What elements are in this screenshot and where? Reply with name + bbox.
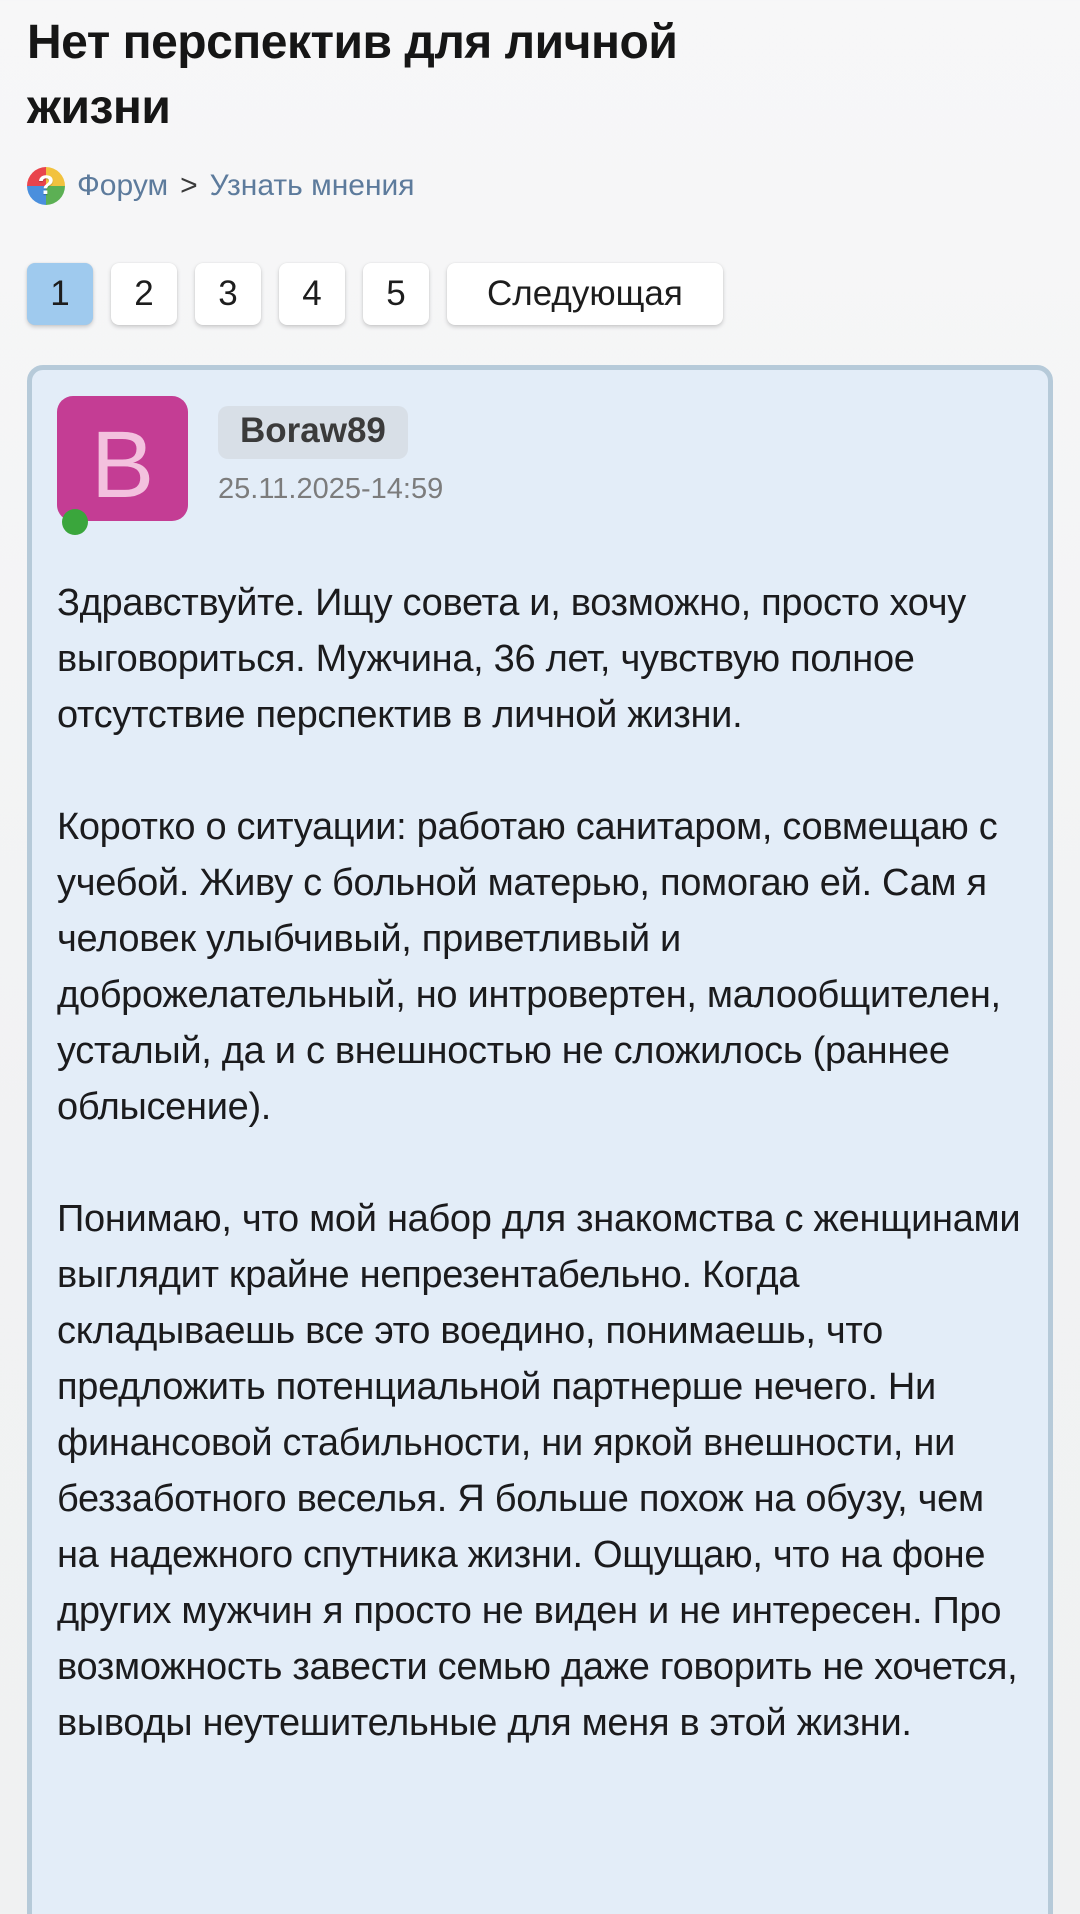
post-paragraph-2: Коротко о ситуации: работаю санитаром, совмещаю с учебой. Живу с больной матерью, помогаю ей. Сам я человек улыбчивый, приветливый и доброжелательный, но интровертен, малообщителен, усталый, да и с внешностью не сложилось (раннее облысение). — [57, 805, 1001, 1128]
forum-logo-icon — [27, 167, 65, 205]
page-button-5[interactable]: 5 — [363, 263, 429, 325]
page-button-2[interactable]: 2 — [111, 263, 177, 325]
page-button-4[interactable]: 4 — [279, 263, 345, 325]
page-button-3[interactable]: 3 — [195, 263, 261, 325]
post-meta — [218, 396, 443, 506]
page-button-1[interactable]: 1 — [27, 263, 93, 325]
question-mark-glyph: ? — [37, 170, 55, 201]
avatar[interactable] — [57, 396, 188, 521]
post-paragraph-3: Понимаю, что мой набор для знакомства с женщинами выглядит крайне непрезентабельно. Когда складываешь все это воедино, понимаешь, что предложить потенциальной партнерше нечего. Ни финансовой стабильности, ни яркой внешности, ни беззаботного веселья. Я больше похож на обузу, чем на надежного спутника жизни. Ощущаю, что на фоне других мужчин я просто не виден и не интересен. Про возможность завести семью даже говорить не хочется, выводы неутешительные для меня в этой жизни. — [57, 1197, 1021, 1744]
post-body — [57, 575, 1023, 1751]
breadcrumb — [27, 167, 1080, 205]
post-header — [57, 396, 1023, 521]
forum-thread-page — [0, 10, 1080, 1914]
pagination — [27, 263, 1080, 325]
avatar-letter: B — [57, 396, 188, 521]
next-page-button[interactable]: Следующая — [447, 263, 723, 325]
breadcrumb-link-forum[interactable]: Форум — [77, 168, 169, 202]
page-title: Нет перспектив для личной жизни — [27, 16, 678, 135]
breadcrumb-separator: > — [180, 168, 198, 202]
username-badge[interactable]: Boraw89 — [218, 406, 408, 459]
post-paragraph-1: Здравствуйте. Ищу совета и, возможно, просто хочу выговориться. Мужчина, 36 лет, чувствую полное отсутствие перспектив в личной жизни. — [57, 581, 966, 736]
post-timestamp: 25.11.2025-14:59 — [218, 472, 444, 505]
breadcrumb-link-section[interactable]: Узнать мнения — [209, 168, 415, 202]
online-status-dot — [62, 509, 88, 535]
post-card — [27, 365, 1053, 1914]
